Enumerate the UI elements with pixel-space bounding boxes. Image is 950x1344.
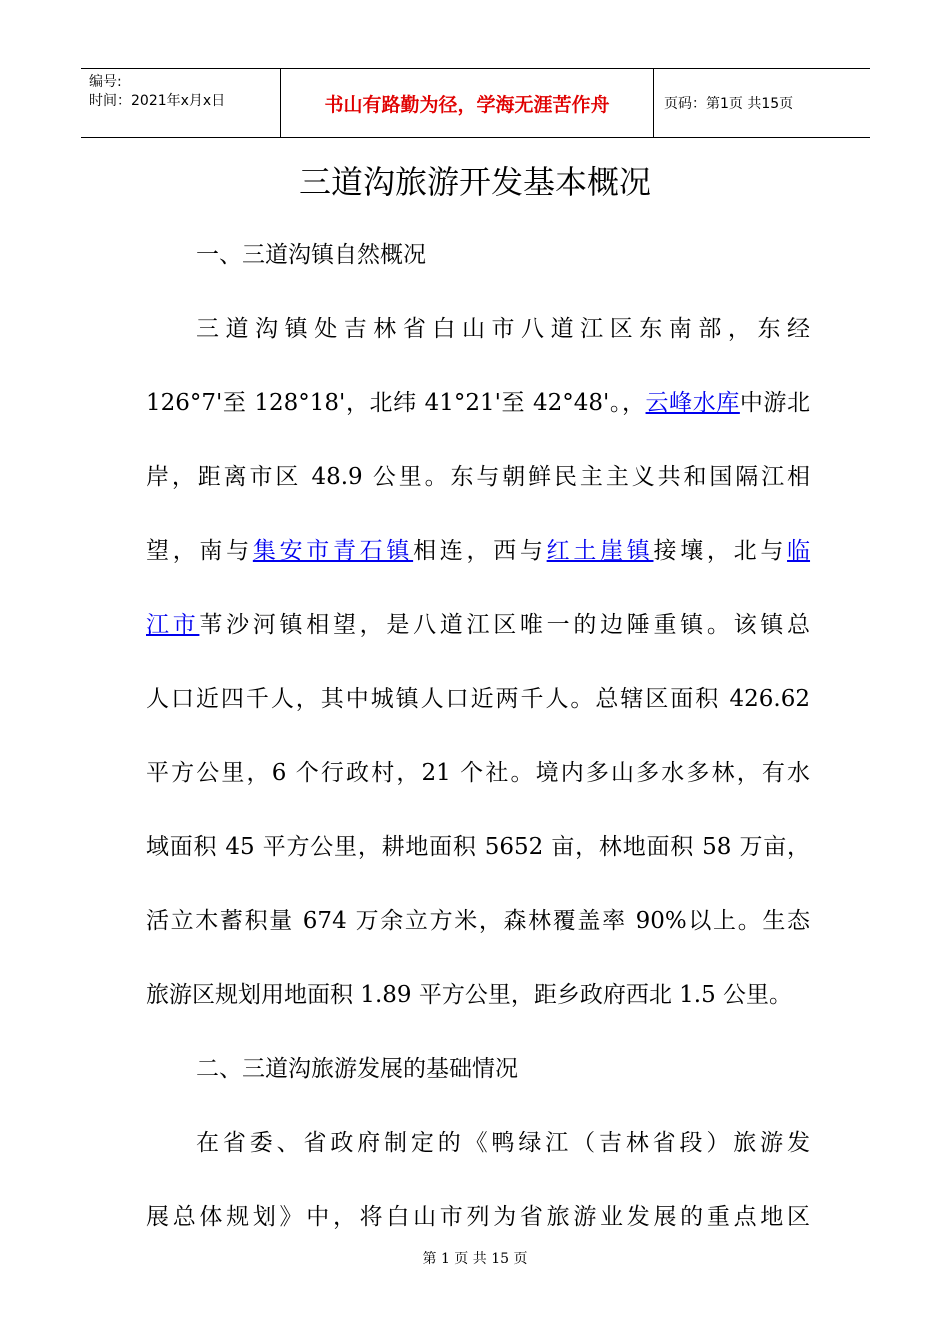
paragraph-line: 平方公里，6 个行政村，21 个社。境内多山多水多林，有水: [146, 760, 810, 786]
paragraph-line: [146, 514, 810, 588]
paragraph-line: 活立木蓄积量 674 万余立方米，森林覆盖率 90%以上。生态: [146, 908, 810, 934]
paragraph-line: 展总体规划》中，将白山市列为省旅游业发展的重点地区: [146, 1204, 810, 1230]
paragraph-line: 在省委、省政府制定的《鸭绿江（吉林省段）旅游发: [196, 1130, 810, 1156]
paragraph-line: 旅游区规划用地面积 1.89 平方公里，距乡政府西北 1.5 公里。: [146, 982, 793, 1008]
header-page-info: 页码：第1页 共15页: [664, 96, 794, 112]
page-footer: 第 1 页 共 15 页: [422, 1251, 528, 1267]
header-meta: [81, 69, 281, 137]
serial-number-label: 编号:: [89, 74, 122, 90]
document-header: [81, 68, 870, 138]
paragraph-line: 域面积 45 平方公里，耕地面积 5652 亩，林地面积 58 万亩，: [146, 834, 810, 860]
document-body: [146, 218, 810, 1254]
link-jian-qingshi-town[interactable]: 集安市青石镇: [252, 538, 414, 564]
text-span: 相连，西与: [413, 538, 547, 564]
section-heading-1: 一、三道沟镇自然概况: [196, 242, 426, 268]
text-span: 中游北: [739, 390, 811, 416]
link-linjiang-city-part2[interactable]: 江市: [146, 612, 200, 638]
link-hongtuya-town[interactable]: 红土崖镇: [546, 538, 654, 564]
paragraph-line: 三道沟镇处吉林省白山市八道江区东南部，东经: [196, 316, 810, 342]
text-span: 126°7'至 128°18'，北纬 41°21'至 42°48'。，: [146, 390, 646, 416]
header-motto: 书山有路勤为径，学海无涯苦作舟: [281, 69, 654, 137]
section-heading-2: 二、三道沟旅游发展的基础情况: [196, 1056, 518, 1082]
link-linjiang-city-part1[interactable]: 临: [787, 538, 811, 564]
paragraph-line: [146, 588, 810, 662]
text-span: 接壤，北与: [653, 538, 788, 564]
document-title: 三道沟旅游开发基本概况: [298, 163, 651, 201]
text-span: 苇沙河镇相望，是八道江区唯一的边陲重镇。该镇总: [199, 612, 811, 638]
paragraph-line: 人口近四千人，其中城镇人口近两千人。总辖区面积 426.62: [146, 686, 810, 712]
paragraph-line: 岸，距离市区 48.9 公里。东与朝鲜民主主义共和国隔江相: [146, 464, 810, 490]
paragraph-line: [146, 366, 810, 440]
text-span: 望，南与: [146, 538, 253, 564]
date-label: 时间：2021年x月x日: [89, 93, 226, 109]
link-yunfeng-reservoir[interactable]: 云峰水库: [645, 390, 740, 416]
